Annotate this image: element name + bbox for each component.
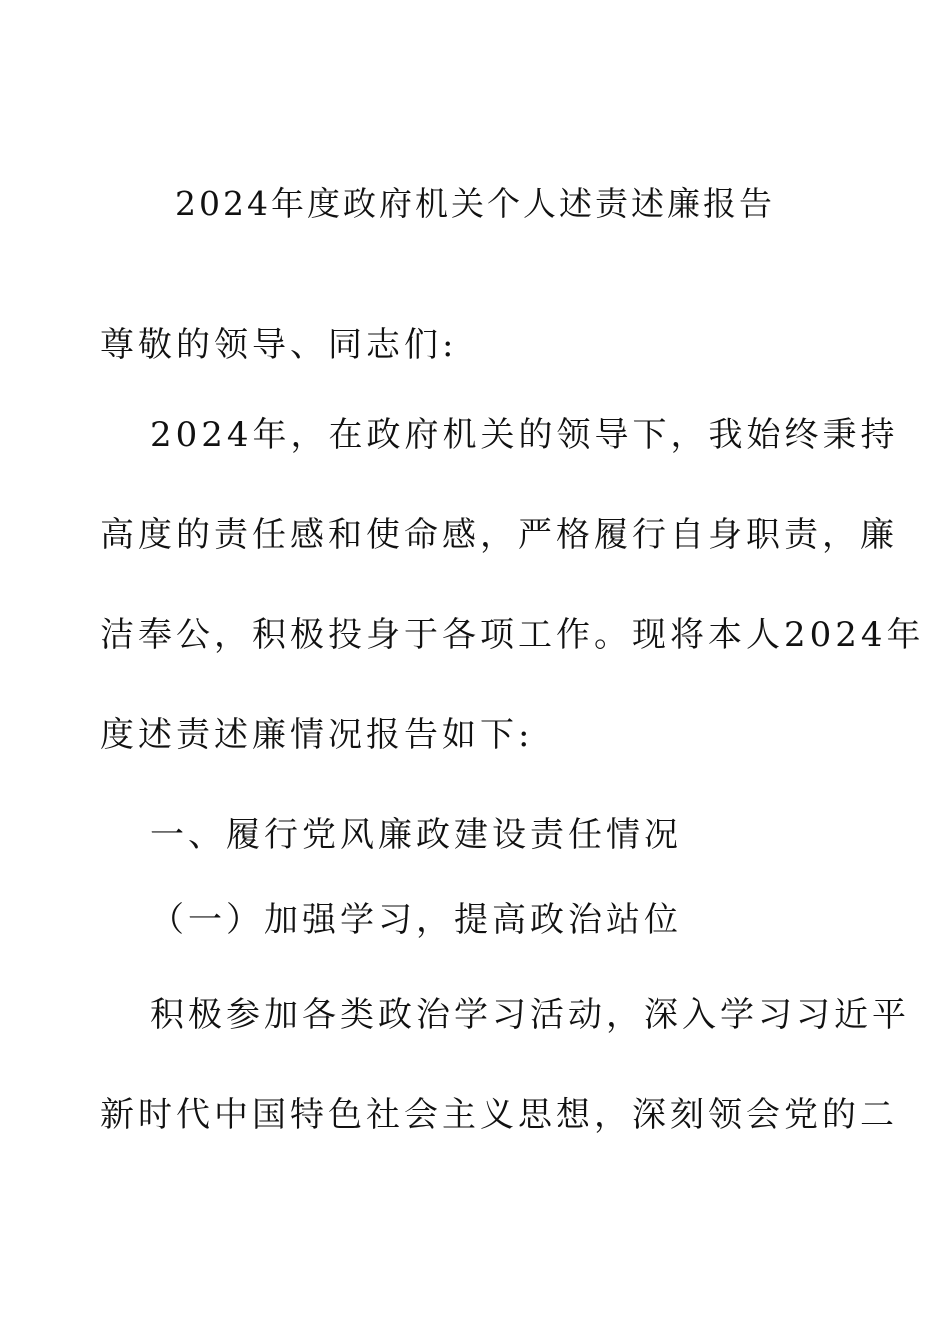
paragraph-1-line-1: 2024年，在政府机关的领导下，我始终秉持 (150, 415, 899, 455)
paragraph-2-line-2: 新时代中国特色社会主义思想，深刻领会党的二 (100, 1095, 898, 1135)
paragraph-1-line-3: 洁奉公，积极投身于各项工作。现将本人2024年 (100, 615, 925, 655)
paragraph-1-line-2: 高度的责任感和使命感，严格履行自身职责，廉 (100, 515, 898, 555)
section-1-heading: 一、履行党风廉政建设责任情况 (150, 815, 682, 855)
document-title: 2024年度政府机关个人述责述廉报告 (175, 184, 775, 223)
paragraph-1-line-4: 度述责述廉情况报告如下: (100, 715, 534, 755)
salutation: 尊敬的领导、同志们: (100, 325, 458, 365)
paragraph-2-line-1: 积极参加各类政治学习活动，深入学习习近平 (150, 995, 910, 1035)
subsection-1-heading: （一）加强学习，提高政治站位 (150, 900, 682, 940)
